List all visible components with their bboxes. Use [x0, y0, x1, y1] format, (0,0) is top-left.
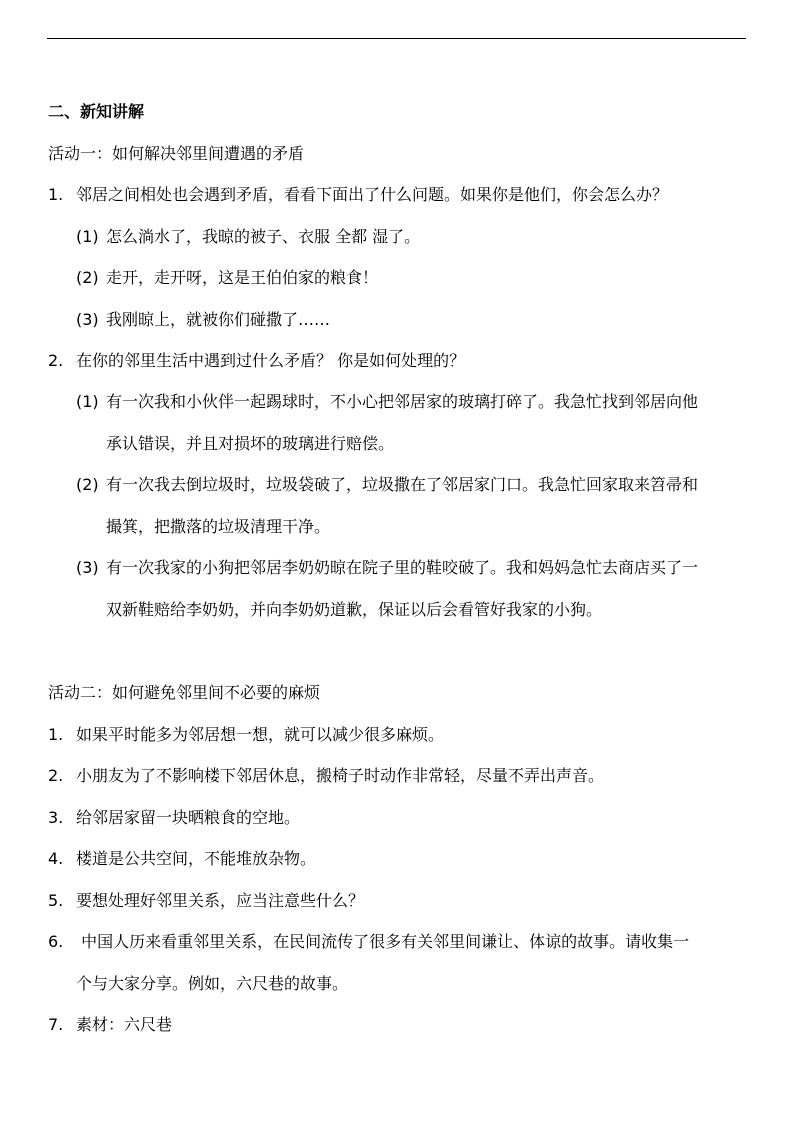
activity2-item-6-cont: 个与大家分享。例如，六尺巷的故事。: [76, 974, 349, 993]
activity1-item-1-sub-1: [76, 227, 420, 247]
item-text: 给邻居家留一块晒粮食的空地。: [76, 808, 301, 827]
activity2-item-4: [48, 849, 316, 869]
activity2-item-3: [48, 808, 300, 828]
sub-number: (1): [76, 227, 99, 246]
sub-text: 有一次我家的小狗把邻居李奶奶晾在院子里的鞋咬破了。我和妈妈急忙去商店买了一: [106, 558, 699, 577]
sub-text: 怎么淌水了，我晾的被子、衣服 全都 湿了。: [106, 227, 421, 246]
activity1-item-2-sub-2-cont: 撮箕，把撒落的垃圾清理干净。: [106, 517, 331, 536]
activity1-item-1-sub-2: [76, 268, 378, 288]
item-number: 4.: [48, 849, 64, 868]
activity1-item-1: [48, 185, 668, 205]
sub-text: 有一次我去倒垃圾时，垃圾袋破了，垃圾撒在了邻居家门口。我急忙回家取来笤帚和: [106, 475, 699, 494]
item-number: 3.: [48, 808, 64, 827]
item-number: 7.: [48, 1015, 64, 1034]
sub-text: 走开，走开呀，这是王伯伯家的粮食！: [106, 268, 379, 287]
activity1-item-2-sub-1: [76, 392, 698, 412]
activity2-item-2: [48, 766, 604, 786]
sub-text: 我刚晾上，就被你们碰撒了……: [106, 310, 331, 329]
activity2-item-1: [48, 725, 444, 745]
sub-number: (2): [76, 475, 99, 494]
item-number: 1.: [48, 725, 64, 744]
sub-number: (3): [76, 558, 99, 577]
sub-number: (3): [76, 310, 99, 329]
item-number: 2.: [48, 351, 64, 370]
item-text: 要想处理好邻里关系，应当注意些什么？: [76, 891, 365, 910]
activity1-item-2-sub-3-cont: 双新鞋赔给李奶奶，并向李奶奶道歉，保证以后会看管好我家的小狗。: [106, 600, 603, 619]
sub-number: (1): [76, 392, 99, 411]
item-number: 5.: [48, 891, 64, 910]
section-title: 二、新知讲解: [48, 102, 145, 121]
item-text: 在你的邻里生活中遇到过什么矛盾？ 你是如何处理的？: [76, 351, 466, 370]
activity1-item-1-sub-3: [76, 310, 330, 330]
header-rule: [47, 38, 746, 39]
activity2-title: 活动二：如何避免邻里间不必要的麻烦: [48, 683, 321, 702]
activity1-item-2-sub-3: [76, 558, 698, 578]
sub-number: (2): [76, 268, 99, 287]
activity1-item-2-sub-2: [76, 475, 698, 495]
item-number: 1.: [48, 185, 64, 204]
activity1-item-2-sub-1-cont: 承认错误，并且对损坏的玻璃进行赔偿。: [106, 434, 395, 453]
activity2-item-7: [48, 1015, 172, 1035]
activity1-item-2: [48, 351, 465, 371]
activity1-title: 活动一：如何解决邻里间遭遇的矛盾: [48, 144, 305, 163]
item-text: 素材：六尺巷: [76, 1015, 173, 1034]
item-number: 6.: [48, 932, 64, 951]
activity2-item-5: [48, 891, 364, 911]
item-number: 2.: [48, 766, 64, 785]
item-text: 小朋友为了不影响楼下邻居休息，搬椅子时动作非常轻，尽量不弄出声音。: [76, 766, 605, 785]
item-text: 中国人历来看重邻里关系，在民间流传了很多有关邻里间谦让、体谅的故事。请收集一: [76, 932, 690, 951]
sub-text: 有一次我和小伙伴一起踢球时，不小心把邻居家的玻璃打碎了。我急忙找到邻居向他: [106, 392, 699, 411]
activity2-item-6: [48, 932, 689, 952]
item-text: 邻居之间相处也会遇到矛盾，看看下面出了什么问题。如果你是他们，你会怎么办？: [76, 185, 669, 204]
item-text: 如果平时能多为邻居想一想，就可以减少很多麻烦。: [76, 725, 445, 744]
item-text: 楼道是公共空间，不能堆放杂物。: [76, 849, 317, 868]
